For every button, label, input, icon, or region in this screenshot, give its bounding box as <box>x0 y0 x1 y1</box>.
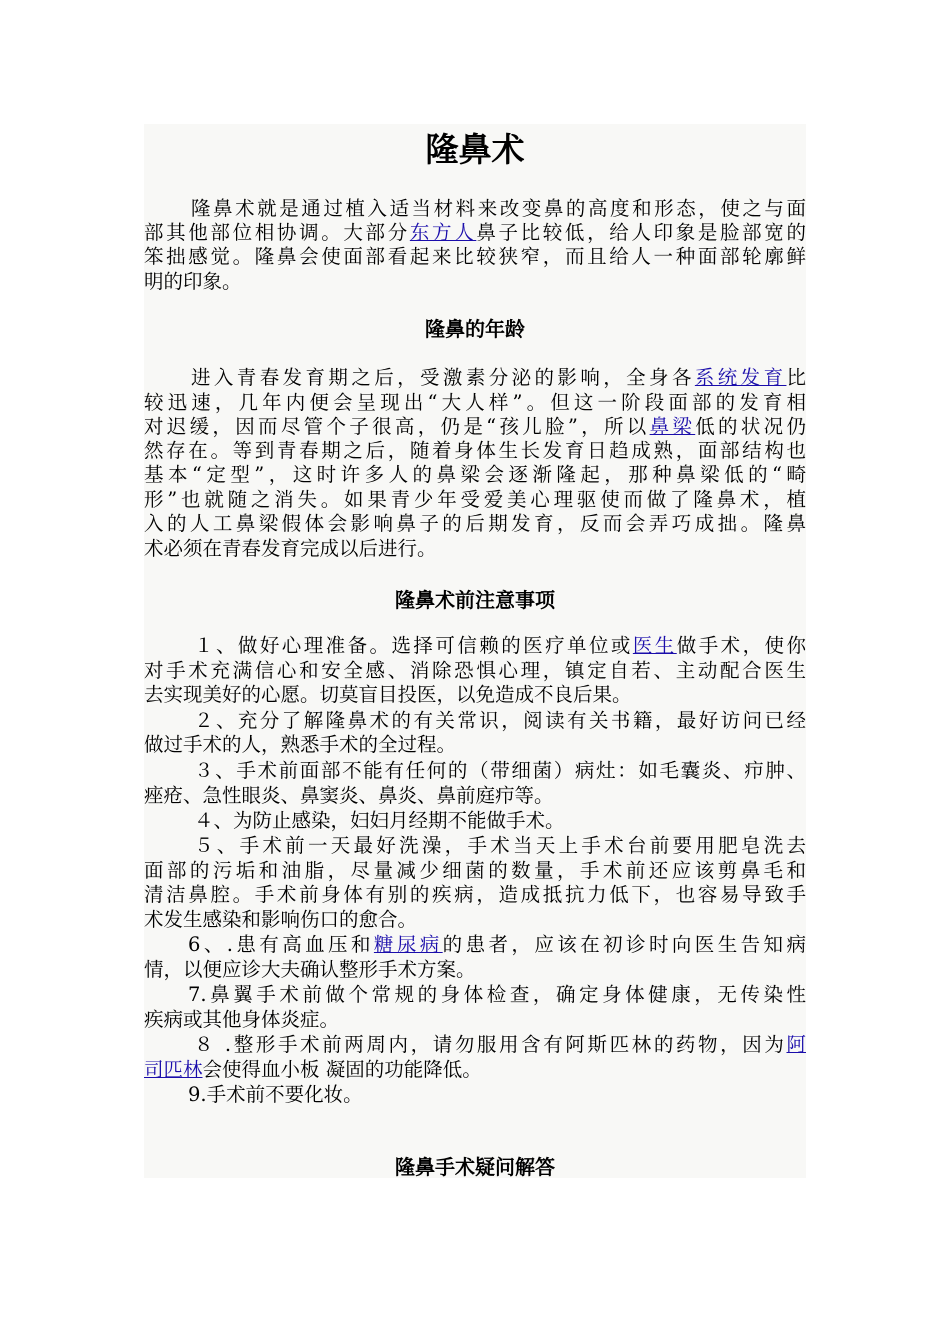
page-title: 隆鼻术 <box>425 130 525 169</box>
link-aspirin-part-1[interactable]: 阿 <box>786 1033 806 1056</box>
link-aspirin-part-2[interactable]: 司匹林 <box>144 1058 203 1081</box>
intro-line-2: 部其他部位相协调。大部分东方人鼻子比较低，给人印象是脸部宽的 <box>144 221 806 244</box>
age-line-6: 形”也就随之消失。如果青少年受爱美心理驱使而做了隆鼻术，植 <box>144 488 806 511</box>
section-heading-qa: 隆鼻手术疑问解答 <box>395 1155 555 1179</box>
link-nose-bridge[interactable]: 鼻梁 <box>649 415 696 438</box>
age-line-1: 进入青春发育期之后，受激素分泌的影响，全身各系统发育比 <box>191 366 806 389</box>
note-3-line-1: ３、手术前面部不能有任何的（带细菌）病灶：如毛囊炎、疖肿、 <box>194 759 806 782</box>
section-heading-age: 隆鼻的年龄 <box>425 317 525 341</box>
note-7-line-2: 疾病或其他身体炎症。 <box>144 1008 340 1031</box>
note-5-line-4: 术发生感染和影响伤口的愈合。 <box>144 908 418 931</box>
link-east-asians[interactable]: 东方人 <box>409 221 477 244</box>
age-line-8: 术必须在青春发育完成以后进行。 <box>144 537 437 560</box>
link-doctor[interactable]: 医生 <box>632 634 677 657</box>
intro-line-1: 隆鼻术就是通过植入适当材料来改变鼻的高度和形态，使之与面 <box>191 197 806 220</box>
note-3-line-2: 痤疮、急性眼炎、鼻窦炎、鼻炎、鼻前庭疖等。 <box>144 784 554 807</box>
note-8-line-1: ８ .整形手术前两周内，请勿服用含有阿斯匹林的药物，因为阿 <box>194 1033 806 1056</box>
note-5-line-3: 清洁鼻腔。手术前身体有别的疾病，造成抵抗力低下，也容易导致手 <box>144 883 806 906</box>
age-line-2: 较迅速，几年内便会呈现出“大人样”。但这一阶段面部的发育相 <box>144 391 806 414</box>
section-heading-notes: 隆鼻术前注意事项 <box>395 588 555 612</box>
note-1-line-2: 对手术充满信心和安全感、消除恐惧心理，镇定自若、主动配合医生 <box>144 659 806 682</box>
note-6-line-2: 情，以便应诊大夫确认整形手术方案。 <box>144 958 476 981</box>
note-2-line-1: ２、充分了解隆鼻术的有关常识，阅读有关书籍，最好访问已经 <box>194 709 806 732</box>
note-6-line-1: 6、.患有高血压和糖尿病的患者，应该在初诊时向医生告知病 <box>188 933 806 956</box>
age-line-4: 然存在。等到青春期之后，随着身体生长发育日趋成熟，面部结构也 <box>144 439 806 462</box>
note-8-line-2: 司匹林会使得血小板 凝固的功能降低。 <box>144 1058 482 1081</box>
note-5-line-2: 面部的污垢和油脂，尽量减少细菌的数量，手术前还应该剪鼻毛和 <box>144 859 806 882</box>
age-line-5: 基本“定型”，这时许多人的鼻梁会逐渐隆起，那种鼻梁低的“畸 <box>144 463 806 486</box>
note-2-line-2: 做过手术的人，熟悉手术的全过程。 <box>144 733 457 756</box>
note-4-line-1: ４、为防止感染，妇妇月经期不能做手术。 <box>194 809 565 832</box>
age-line-3: 对迟缓，因而尽管个子很高，仍是“孩儿脸”，所以鼻梁低的状况仍 <box>144 415 806 438</box>
note-1-line-1: １、做好心理准备。选择可信赖的医疗单位或医生做手术，使你 <box>194 634 806 657</box>
intro-line-4: 明的印象。 <box>144 270 242 293</box>
note-9-line-1: 9.手术前不要化妆。 <box>188 1083 363 1106</box>
note-5-line-1: ５、手术前一天最好洗澡，手术当天上手术台前要用肥皂洗去 <box>194 834 806 857</box>
link-diabetes[interactable]: 糖尿病 <box>373 933 443 956</box>
link-system-development[interactable]: 系统发育 <box>694 366 787 389</box>
document-page <box>144 124 806 1178</box>
age-line-7: 入的人工鼻梁假体会影响鼻子的后期发育，反而会弄巧成拙。隆鼻 <box>144 512 806 535</box>
note-1-line-3: 去实现美好的心愿。切莫盲目投医，以免造成不良后果。 <box>144 683 632 706</box>
note-7-line-1: 7.鼻翼手术前做个常规的身体检查，确定身体健康，无传染性 <box>188 983 806 1006</box>
intro-line-3: 笨拙感觉。隆鼻会使面部看起来比较狭窄，而且给人一种面部轮廓鲜 <box>144 245 806 268</box>
